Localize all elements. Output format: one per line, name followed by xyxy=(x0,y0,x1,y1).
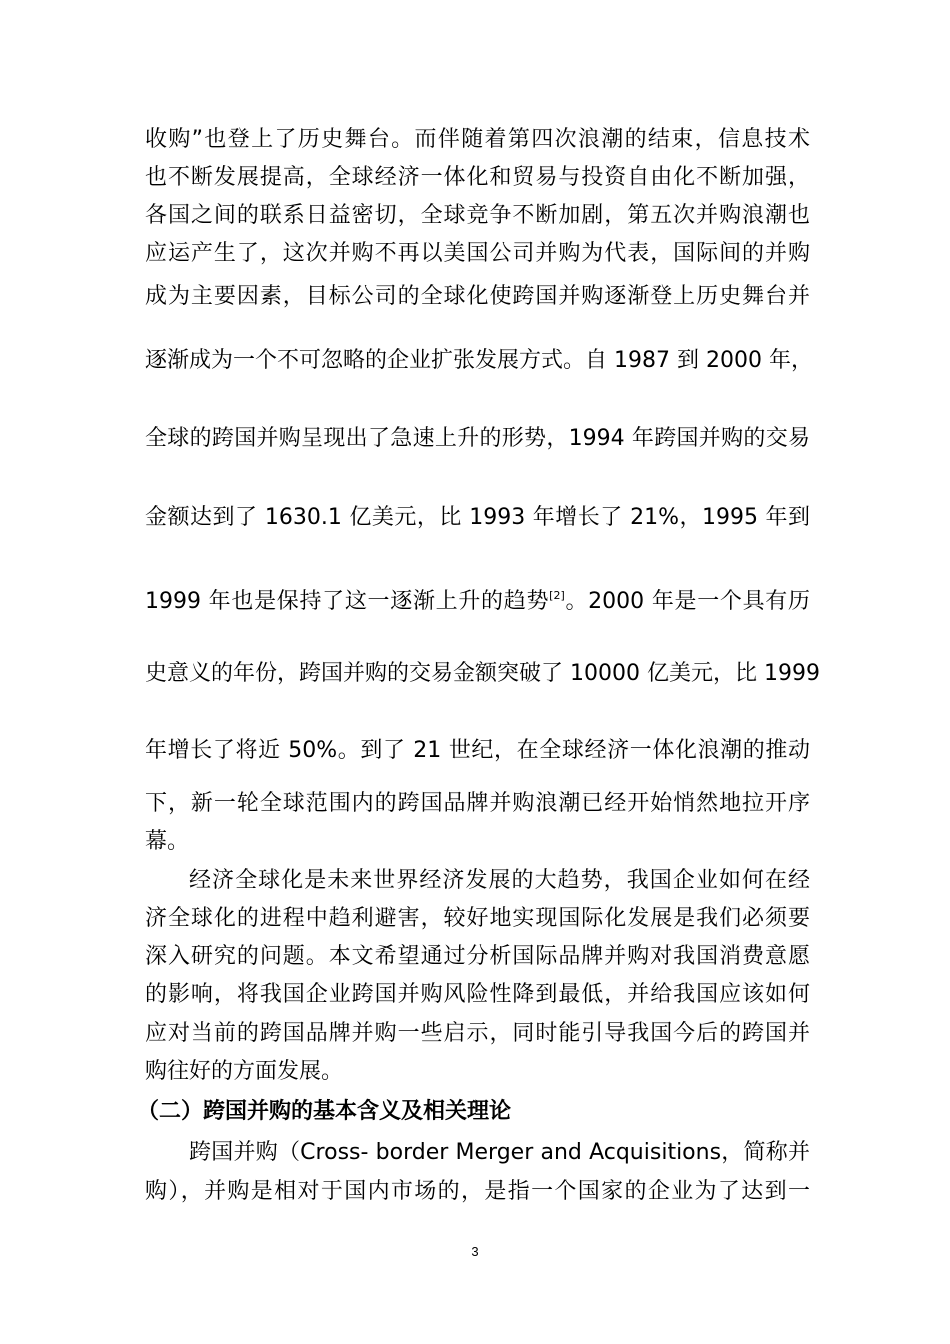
paragraph-line: 购往好的方面发展。 xyxy=(145,1059,344,1084)
paragraph-line: 史意义的年份，跨国并购的交易金额突破了 10000 亿美元，比 1999 xyxy=(145,661,820,686)
paragraph-line: 全球的跨国并购呈现出了急速上升的形势，1994 年跨国并购的交易 xyxy=(145,426,810,451)
paragraph-line: 逐渐成为一个不可忽略的企业扩张发展方式。自 1987 到 2000 年， xyxy=(145,348,813,373)
citation-superscript: [2] xyxy=(549,589,565,602)
paragraph-line: 金额达到了 1630.1 亿美元，比 1993 年增长了 21%，1995 年到 xyxy=(145,505,810,530)
paragraph-line: 购），并购是相对于国内市场的，是指一个国家的企业为了达到一 xyxy=(145,1179,810,1204)
line-text: 。2000 年是一个具有历 xyxy=(564,589,811,614)
paragraph-line: 应运产生了，这次并购不再以美国公司并购为代表，国际间的并购 xyxy=(145,241,810,266)
section-heading: （二）跨国并购的基本含义及相关理论 xyxy=(137,1099,512,1124)
paragraph-line: 收购”也登上了历史舞台。而伴随着第四次浪潮的结束，信息技术 xyxy=(145,127,810,152)
paragraph-line: 的影响，将我国企业跨国并购风险性降到最低，并给我国应该如何 xyxy=(145,982,810,1007)
paragraph-line: 济全球化的进程中趋利避害，较好地实现国际化发展是我们必须要 xyxy=(145,906,810,931)
paragraph-line: 成为主要因素，目标公司的全球化使跨国并购逐渐登上历史舞台并 xyxy=(145,284,810,309)
paragraph-line-with-citation xyxy=(145,582,810,616)
line-text: 1999 年也是保持了这一逐渐上升的趋势 xyxy=(145,589,550,614)
paragraph-line: 下，新一轮全球范围内的跨国品牌并购浪潮已经开始悄然地拉开序 xyxy=(145,791,810,816)
paragraph-line: 各国之间的联系日益密切，全球竞争不断加剧，第五次并购浪潮也 xyxy=(145,203,810,228)
paragraph-line: 也不断发展提高，全球经济一体化和贸易与投资自由化不断加强， xyxy=(145,165,810,190)
paragraph-line: 幕。 xyxy=(145,829,190,854)
paragraph-line: 跨国并购（Cross- border Merger and Acquisitions，简称并 xyxy=(189,1140,810,1165)
paragraph-line: 经济全球化是未来世界经济发展的大趋势，我国企业如何在经 xyxy=(189,868,810,893)
paragraph-line: 应对当前的跨国品牌并购一些启示，同时能引导我国今后的跨国并 xyxy=(145,1021,810,1046)
page-number: 3 xyxy=(471,1244,479,1259)
paragraph-line: 深入研究的问题。本文希望通过分析国际品牌并购对我国消费意愿 xyxy=(145,944,810,969)
paragraph-line: 年增长了将近 50%。到了 21 世纪，在全球经济一体化浪潮的推动 xyxy=(145,738,810,763)
